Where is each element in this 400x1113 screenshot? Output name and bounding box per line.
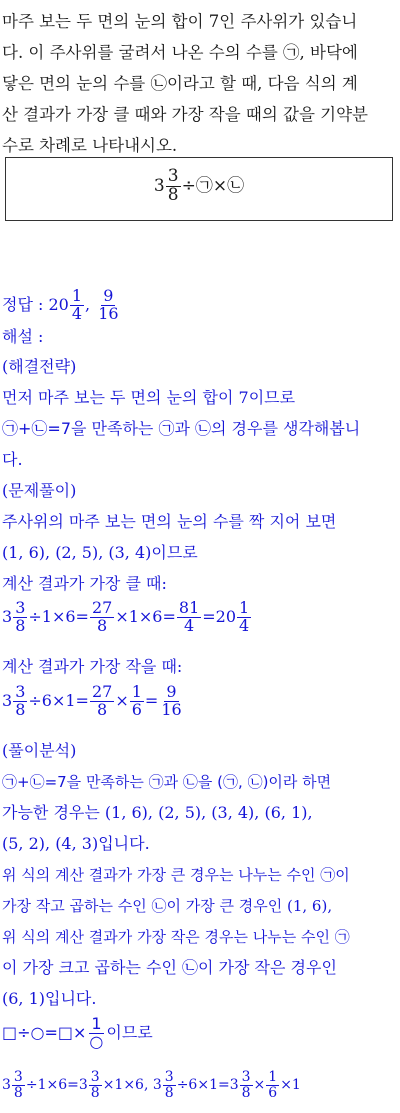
solution-line: 가장 작고 곱하는 수인 ㉡이 가장 큰 경우인 (1, 6), <box>2 897 333 915</box>
solution-line: 다. <box>2 450 23 469</box>
min-equation: 3 $\frac{3}{8}$ ÷6×1= $\frac{27}{8}$ × $\frac{1}{6}$ = $\frac{9}{16}$ <box>2 682 182 719</box>
analysis-heading: (풀이분석) <box>2 741 77 760</box>
solution-line: ㉠+㉡=7을 만족하는 ㉠과 ㉡의 경우를 생각해봅니 <box>2 419 361 438</box>
solution-line: 가능한 경우는 (1, 6), (2, 5), (3, 4), (6, 1), <box>2 803 313 822</box>
question-line: 닿은 면의 눈의 수를 ㉡이라고 할 때, 다음 식의 계 <box>2 74 358 93</box>
solution-line: 위 식의 계산 결과가 가장 작은 경우는 나누는 수인 ㉠ <box>2 928 350 946</box>
question-line: 수로 차례로 나타내시오. <box>2 136 178 155</box>
fraction: $\frac{3}{8}$ <box>164 1069 174 1101</box>
answer-label: 정답 : <box>2 294 49 314</box>
fraction: $\frac{27}{8}$ <box>91 682 113 719</box>
final-equation: 3 $\frac{3}{8}$ ÷1×6=3 $\frac{3}{8}$ ×1×6, 3 $\frac{3}{8}$ ÷6×1=3 $\frac{3}{8}$ × $\frac{1}{6}$ ×1 <box>2 1069 301 1101</box>
fraction: $\frac{1}{6}$ <box>268 1069 278 1101</box>
fraction: $\frac{9}{16}$ <box>161 682 182 719</box>
solution-line: ㉠+㉡=7을 만족하는 ㉠과 ㉡을 (㉠, ㉡)이라 하면 <box>2 773 332 791</box>
solution-line: 먼저 마주 보는 두 면의 눈의 합이 7이므로 <box>2 388 296 407</box>
fraction: $\frac{1}{○}$ <box>89 1014 104 1051</box>
expression-box <box>5 157 393 221</box>
solution-line: 주사위의 마주 보는 면의 눈의 수를 짝 지어 보면 <box>2 512 337 531</box>
fraction: $\frac{3}{8}$ <box>90 1069 100 1101</box>
fraction: $\frac{1}{6}$ <box>131 682 142 719</box>
fraction: $\frac{1}{4}$ <box>71 286 83 323</box>
strategy-heading: (해결전략) <box>2 357 77 376</box>
fraction: $\frac{3}{8}$ <box>15 598 26 635</box>
solution-line: (1, 6), (2, 5), (3, 4)이므로 <box>2 543 198 562</box>
expression: 3 $\frac{3}{8}$ ÷㉠×㉡ <box>153 166 245 205</box>
fraction: $\frac{1}{4}$ <box>239 598 250 635</box>
fraction: $\frac{81}{4}$ <box>178 598 200 635</box>
solution-line: 이 가장 크고 곱하는 수인 ㉡이 가장 작은 경우인 <box>2 958 337 977</box>
fraction: $\frac{3}{8}$ <box>167 166 179 205</box>
min-heading: 계산 결과가 가장 작을 때: <box>2 657 183 676</box>
max-heading: 계산 결과가 가장 클 때: <box>2 574 167 593</box>
fraction: $\frac{3}{8}$ <box>15 682 26 719</box>
solution-title: 해설 : <box>2 327 44 346</box>
max-equation: 3 $\frac{3}{8}$ ÷1×6= $\frac{27}{8}$ ×1×6= $\frac{81}{4}$ =20 $\frac{1}{4}$ <box>2 598 250 635</box>
question-line: 마주 보는 두 면의 눈의 합이 7인 주사위가 있습니 <box>2 12 358 31</box>
fraction: $\frac{9}{16}$ <box>98 286 119 323</box>
question-line: 산 결과가 가장 클 때와 가장 작을 때의 값을 기약분 <box>2 105 368 124</box>
fraction: $\frac{27}{8}$ <box>91 598 113 635</box>
rule-equation: □÷○=□× $\frac{1}{○}$ 이므로 <box>2 1014 153 1051</box>
solution-line: (5, 2), (4, 3)입니다. <box>2 834 150 853</box>
question-text <box>2 6 398 161</box>
question-line: 다. 이 주사위를 굴려서 나온 수의 수를 ㉠, 바닥에 <box>2 43 358 62</box>
fraction: $\frac{3}{8}$ <box>241 1069 251 1101</box>
answer-line: 정답 : 20 $\frac{1}{4}$ , $\frac{9}{16}$ <box>2 286 119 323</box>
solution-line: 위 식의 계산 결과가 가장 큰 경우는 나누는 수인 ㉠이 <box>2 866 350 884</box>
solution-line: (6, 1)입니다. <box>2 989 97 1008</box>
problem-heading: (문제풀이) <box>2 481 77 500</box>
fraction: $\frac{3}{8}$ <box>13 1069 23 1101</box>
